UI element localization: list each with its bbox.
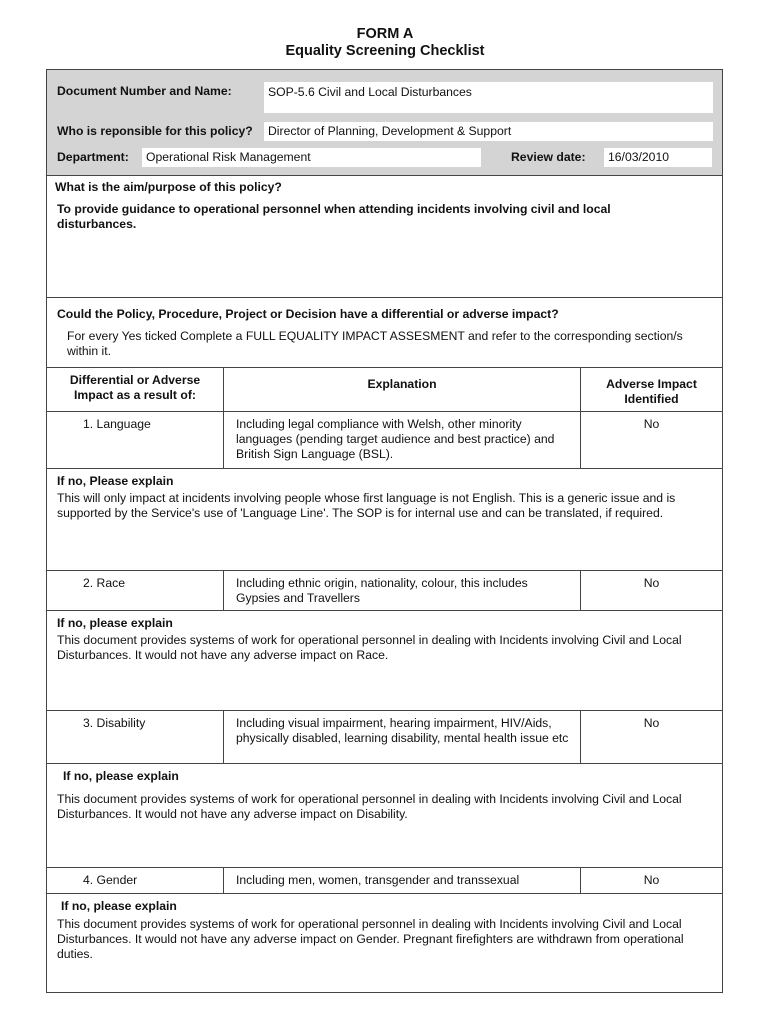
table-row (47, 868, 722, 894)
impact-question: Could the Policy, Procedure, Project or Decision have a differential or adverse impact? (57, 307, 559, 321)
table-row (47, 412, 722, 469)
col-impact-header: Differential or Adverse Impact as a result of: (69, 373, 201, 402)
doc-label: Document Number and Name: (57, 84, 232, 98)
item-identified[interactable]: No (643, 716, 660, 730)
explain-label: If no, please explain (63, 769, 179, 783)
explain-text[interactable]: This document provides systems of work for operational personnel in dealing with Incidents involving Civil and Local Disturbances. It would not have any adverse impact on Race. (57, 633, 682, 662)
review-date-label: Review date: (511, 150, 586, 164)
item-explanation: Including legal compliance with Welsh, other minority languages (pending target audience and best practice) and British Sign Language (BSL). (236, 417, 555, 461)
department-label: Department: (57, 150, 129, 164)
item-name: 3. Disability (83, 716, 146, 730)
item-name: 4. Gender (83, 873, 138, 887)
table-header (47, 368, 722, 412)
impact-instruction: For every Yes ticked Complete a FULL EQUALITY IMPACT ASSESMENT and refer to the corresponding section/s within it. (67, 329, 683, 358)
responsible-field[interactable]: Director of Planning, Development & Support (264, 122, 713, 141)
department-field[interactable]: Operational Risk Management (142, 148, 481, 167)
explain-section (47, 894, 722, 992)
impact-section (47, 298, 722, 368)
explain-section (47, 469, 722, 571)
doc-field[interactable]: SOP-5.6 Civil and Local Disturbances (264, 82, 713, 113)
explain-label: If no, Please explain (57, 474, 174, 488)
item-explanation: Including men, women, transgender and transsexual (236, 873, 520, 887)
form-container (46, 69, 723, 993)
aim-answer: To provide guidance to operational personnel when attending incidents involving civil and local disturbances. (57, 202, 611, 231)
col-explanation-header: Explanation (367, 377, 437, 391)
item-explanation: Including ethnic origin, nationality, colour, this includes Gypsies and Travellers (236, 576, 528, 605)
explain-section (47, 611, 722, 711)
explain-section (47, 764, 722, 868)
explain-label: If no, please explain (61, 899, 177, 913)
item-name: 1. Language (83, 417, 151, 431)
aim-section (47, 175, 722, 298)
item-identified[interactable]: No (643, 873, 660, 887)
form-header (47, 70, 722, 176)
item-identified[interactable]: No (643, 576, 660, 590)
explain-text[interactable]: This document provides systems of work for operational personnel in dealing with Incidents involving Civil and Local Disturbances. It would not have any adverse impact on Disability. (57, 792, 682, 821)
explain-text[interactable]: This document provides systems of work for operational personnel in dealing with Incidents involving Civil and Local Disturbances. It would not have any adverse impact on Gender. Pregnant firefighters are withdrawn from operational duties. (57, 917, 684, 961)
aim-question: What is the aim/purpose of this policy? (55, 180, 282, 194)
item-identified[interactable]: No (643, 417, 660, 431)
item-name: 2. Race (83, 576, 126, 590)
table-row (47, 711, 722, 764)
table-row (47, 571, 722, 611)
col-identified-header: Adverse Impact Identified (606, 377, 697, 406)
review-date-field[interactable]: 16/03/2010 (604, 148, 712, 167)
explain-label: If no, please explain (57, 616, 173, 630)
form-subtitle: Equality Screening Checklist (285, 43, 485, 59)
item-explanation: Including visual impairment, hearing impairment, HIV/Aids, physically disabled, learning disability, mental health issue etc (236, 716, 569, 745)
responsible-label: Who is reponsible for this policy? (57, 124, 253, 138)
form-title: FORM A (356, 26, 414, 42)
explain-text[interactable]: This will only impact at incidents involving people whose first language is not English. This is a generic issue and is supported by the Service's use of 'Language Line'. The SOP is for internal use and can be translated, if required. (57, 491, 676, 520)
